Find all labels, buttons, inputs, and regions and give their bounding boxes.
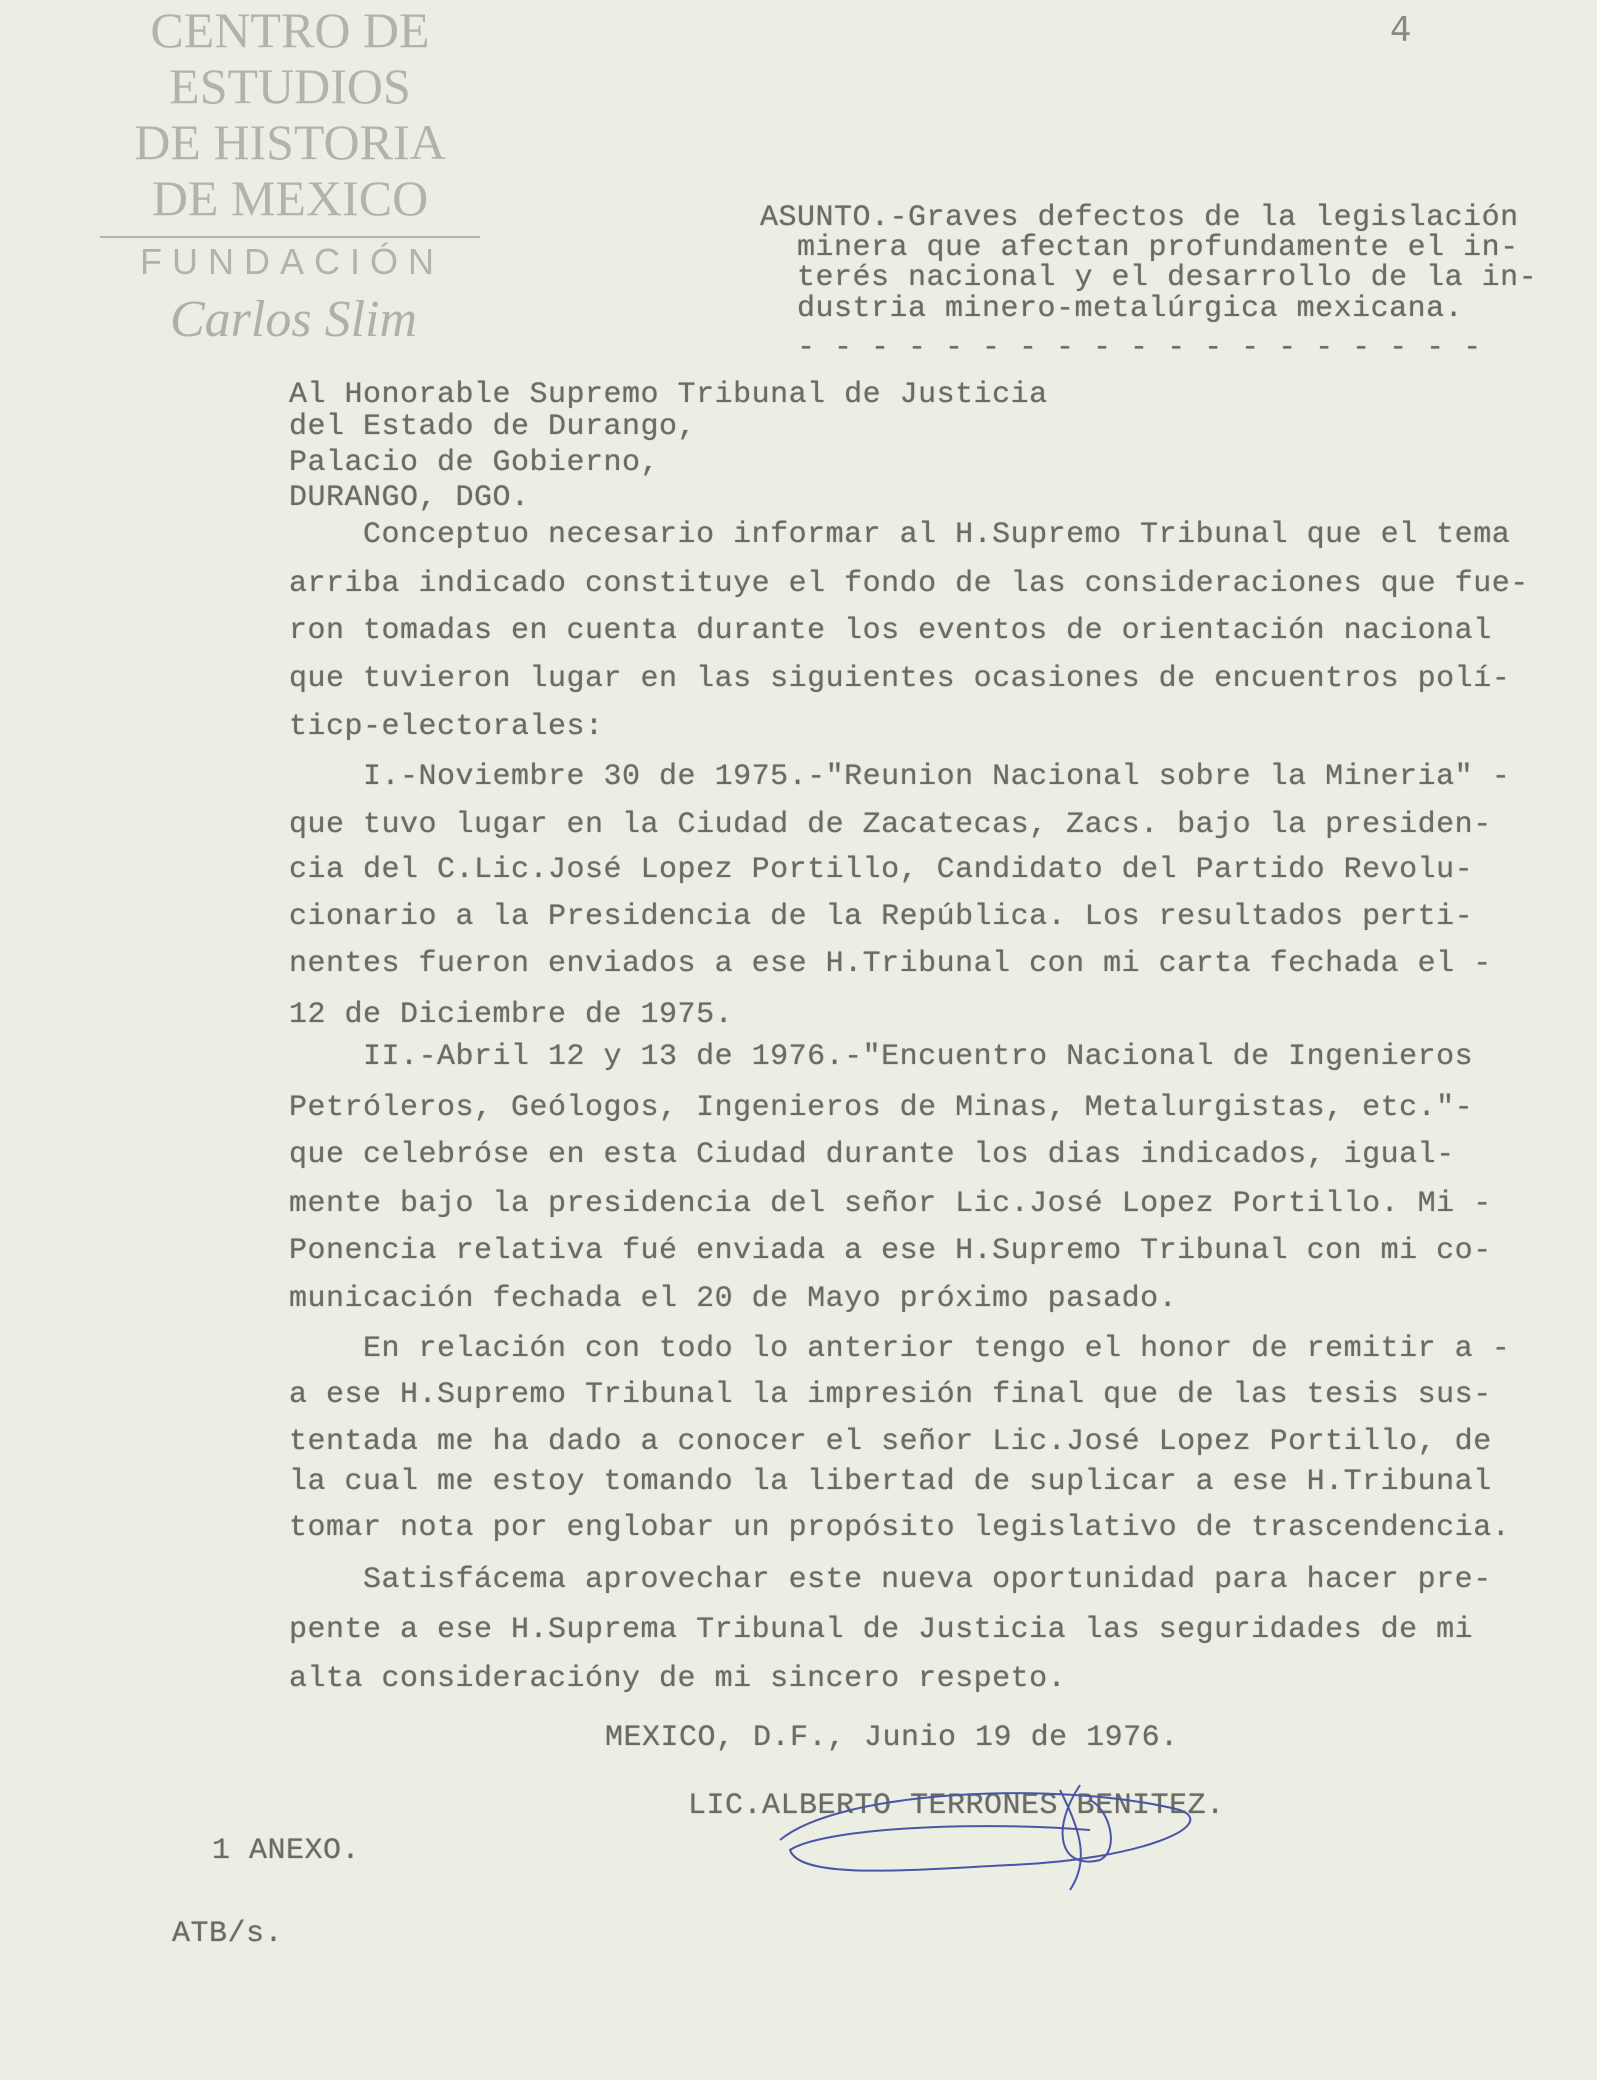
body-line: tomar nota por englobar un propósito legislativo de trascendencia. (289, 1511, 1511, 1545)
address-line: del Estado de Durango, (289, 410, 697, 444)
body-line: II.-Abril 12 y 13 de 1976.-"Encuentro Nacional de Ingenieros (289, 1040, 1474, 1074)
body-line: Ponencia relativa fué enviada a ese H.Supremo Tribunal con mi co- (289, 1234, 1492, 1268)
signer-name: LIC.ALBERTO TERRONES BENITEZ. (688, 1789, 1225, 1823)
page-number: 4 (1390, 10, 1412, 50)
watermark-line: CENTRO DE (150, 2, 430, 58)
enclosure-note: 1 ANEXO. (212, 1834, 361, 1868)
body-line: pente a ese H.Suprema Tribunal de Justicia las seguridades de mi (289, 1613, 1474, 1647)
body-line: tentada me ha dado a conocer el señor Lic.José Lopez Portillo, de (289, 1425, 1492, 1459)
body-line: Petróleros, Geólogos, Ingenieros de Minas, Metalurgistas, etc."- (289, 1091, 1474, 1125)
subject-line: terés nacional y el desarrollo de la in- (760, 261, 1538, 295)
body-line: municación fechada el 20 de Mayo próximo pasado. (289, 1282, 1178, 1316)
address-line: Palacio de Gobierno, (289, 446, 660, 480)
initials: ATB/s. (172, 1917, 284, 1951)
body-line: ron tomadas en cuenta durante los eventos de orientación nacional (289, 614, 1492, 648)
body-line: Satisfácema aprovechar este nueva oportunidad para hacer pre- (289, 1563, 1492, 1597)
body-line: arriba indicado constituye el fondo de las consideraciones que fue- (289, 567, 1529, 601)
body-line: cia del C.Lic.José Lopez Portillo, Candidato del Partido Revolu- (289, 853, 1474, 887)
watermark-line: DE HISTORIA (134, 114, 446, 170)
watermark-foundation: FUNDACIÓN (140, 241, 444, 282)
subject-line: ASUNTO.-Graves defectos de la legislación (760, 201, 1519, 235)
address-line: DURANGO, DGO. (289, 481, 530, 515)
watermark-line: DE MEXICO (151, 170, 429, 226)
body-line: cionario a la Presidencia de la República. Los resultados perti- (289, 900, 1474, 934)
body-line: Conceptuo necesario informar al H.Supremo Tribunal que el tema (289, 518, 1511, 552)
address-line: Al Honorable Supremo Tribunal de Justicia (289, 378, 1048, 412)
body-line: En relación con todo lo anterior tengo el honor de remitir a - (289, 1332, 1511, 1366)
subject-line: minera que afectan profundamente el in- (760, 231, 1519, 265)
subject-line: - - - - - - - - - - - - - - - - - - - (760, 331, 1482, 365)
body-line: nentes fueron enviados a ese H.Tribunal con mi carta fechada el - (289, 947, 1492, 981)
handwritten-signature (760, 1770, 1240, 1900)
body-line: que tuvo lugar en la Ciudad de Zacatecas, Zacs. bajo la presiden- (289, 808, 1492, 842)
watermark-signature: Carlos Slim (170, 291, 418, 348)
watermark-divider (100, 236, 480, 238)
body-line: I.-Noviembre 30 de 1975.-"Reunion Nacional sobre la Mineria" - (289, 760, 1511, 794)
body-line: la cual me estoy tomando la libertad de suplicar a ese H.Tribunal (289, 1465, 1492, 1499)
subject-line: dustria minero-metalúrgica mexicana. (760, 292, 1464, 326)
body-line: ticp-electorales: (289, 710, 604, 744)
body-line: a ese H.Supremo Tribunal la impresión final que de las tesis sus- (289, 1378, 1492, 1412)
watermark-line: ESTUDIOS (169, 58, 411, 114)
body-line: que tuvieron lugar en las siguientes ocasiones de encuentros polí- (289, 662, 1511, 696)
body-line: 12 de Diciembre de 1975. (289, 998, 734, 1032)
body-line: alta consideracióny de mi sincero respeto. (289, 1662, 1067, 1696)
place-date: MEXICO, D.F., Junio 19 de 1976. (605, 1721, 1179, 1755)
body-line: que celebróse en esta Ciudad durante los dias indicados, igual- (289, 1138, 1455, 1172)
body-line: mente bajo la presidencia del señor Lic.José Lopez Portillo. Mi - (289, 1187, 1492, 1221)
